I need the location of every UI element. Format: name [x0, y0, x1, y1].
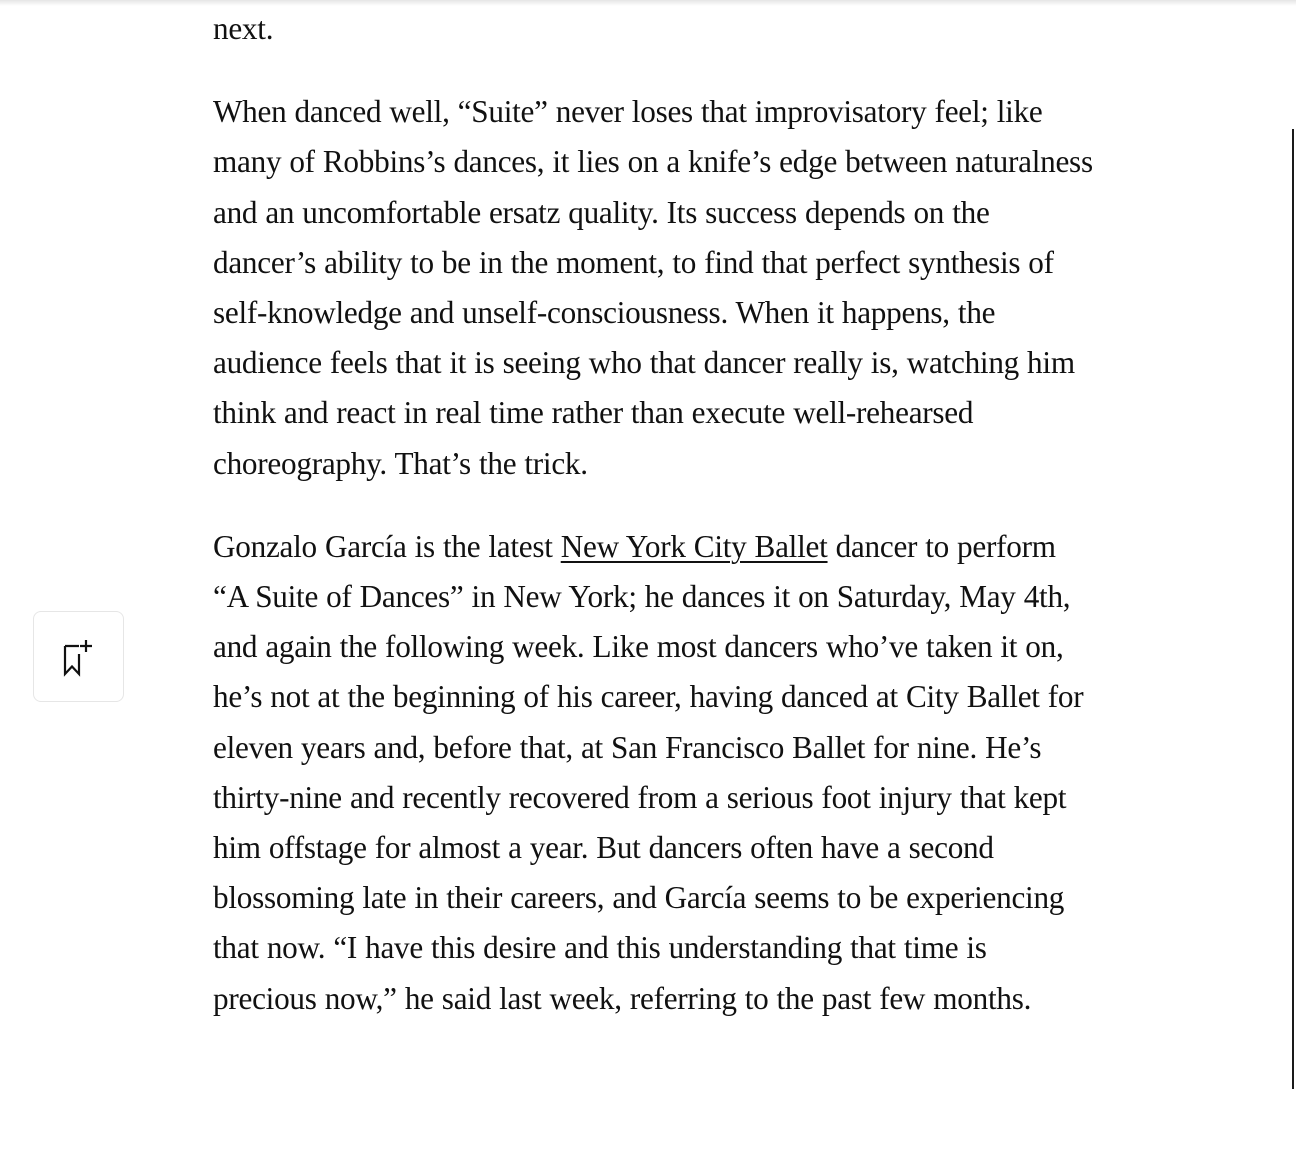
- article-body: [213, 4, 1093, 1057]
- paragraph-2: [213, 522, 1093, 1024]
- paragraph-0: next.: [213, 11, 274, 46]
- bookmark-add-icon: [62, 637, 96, 677]
- new-york-city-ballet-link[interactable]: New York City Ballet: [560, 528, 828, 564]
- scroll-progress-rail: [1292, 129, 1294, 1089]
- save-article-button[interactable]: [33, 611, 124, 702]
- paragraph-2-text-start: Gonzalo García is the latest: [213, 528, 561, 564]
- paragraph-1: When danced well, “Suite” never loses that improvisatory feel; like many of Robbins’s dances, it lies on a knife’s edge between naturalness and an uncomfortable ersatz quality. Its success depends on the dancer’s ability to be in the moment, to find that perfect synthesis of self-knowledge and unself-consciousness. When it happens, the audience feels that it is seeing who that dancer really is, watching him think and react in real time rather than execute well-rehearsed choreography. That’s the trick.: [213, 94, 1093, 481]
- paragraph-2-text-end: dancer to perform “A Suite of Dances” in New York; he dances it on Saturday, May 4th, and again the following week. Like most dancers who’ve taken it on, he’s not at the beginning of his career, having danced at City Ballet for eleven years and, before that, at San Francisco Ballet for nine. He’s thirty-nine and recently recovered from a serious foot injury that kept him offstage for almost a year. But dancers often have a second blossoming late in their careers, and García seems to be experiencing that now. “I have this desire and this understanding that time is precious now,” he said last week, referring to the past few months.: [213, 528, 1084, 1016]
